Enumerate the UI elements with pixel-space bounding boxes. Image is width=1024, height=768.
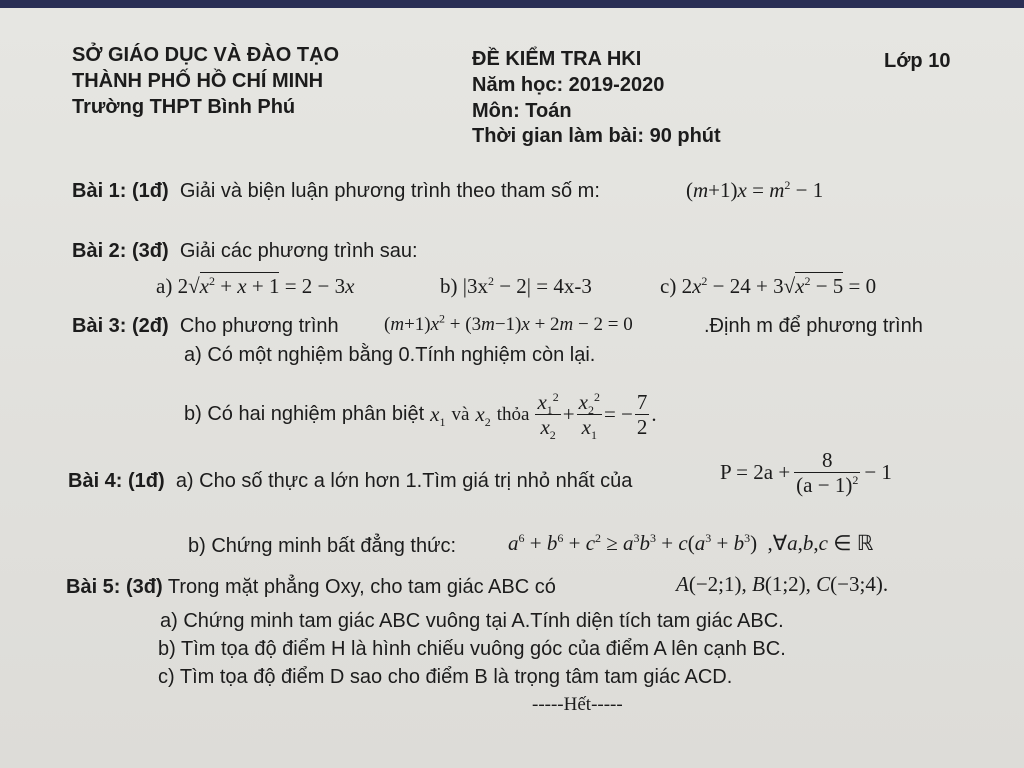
duration: Thời gian làm bài: 90 phút — [472, 125, 721, 147]
problem-5a: a) Chứng minh tam giác ABC vuông tại A.Tính diện tích tam giác ABC. — [160, 610, 784, 632]
problem-5-points: A(−2;1), B(1;2), C(−3;4). — [676, 572, 889, 596]
problem-2b-label: b) — [440, 274, 458, 298]
problem-4b: b) Chứng minh bất đẳng thức: — [188, 535, 457, 557]
problem-1-equation: $(m+1)x = m^2 - 1$ — [686, 178, 824, 202]
background-strip — [0, 0, 1024, 8]
department-name: SỞ GIÁO DỤC VÀ ĐÀO TẠO — [72, 44, 340, 66]
problem-4-label: Bài 4: (1đ) — [68, 470, 165, 492]
problem-2a: a) $2√x^2 + x + 1 = 2 - 3x$ — [156, 274, 355, 298]
problem-3b-condition: $\frac{x_1^2}{x_2}$ + $\frac{x_2^2}{x_1}$ = − $\frac{7}{2}$ . — [537, 390, 657, 443]
city-name: THÀNH PHỐ HỒ CHÍ MINH — [72, 70, 324, 92]
problem-1-text: Giải và biện luận phương trình theo tham số m: — [179, 180, 600, 202]
problem-1-label: Bài 1: (1đ) — [72, 180, 169, 202]
exam-title: ĐỀ KIỂM TRA HKI — [472, 48, 642, 70]
problem-3b: b) Có hai nghiệm phân biệt $x_1$ và $x_2$ thỏa $\frac{x_1^2}{x_2}$ + $\frac{x_2^2}{x_1}$ = − $\frac{7}{2}$ . — [184, 390, 657, 443]
school-year: Năm học: 2019-2020 — [472, 74, 665, 96]
problem-4a: a) Cho số thực a lớn hơn 1.Tìm giá trị nhỏ nhất của — [175, 470, 633, 492]
problem-3 — [72, 315, 339, 338]
problem-2b: b) $|3x^2 - 2| = 4x-3$ — [440, 274, 592, 298]
end-mark: -----Hết----- — [532, 694, 623, 715]
problem-3b-text: b) Có hai nghiệm phân biệt — [184, 403, 425, 426]
problem-5-text: Trong mặt phẳng Oxy, cho tam giác ABC có — [167, 576, 556, 598]
problem-3a: a) Có một nghiệm bằng 0.Tính nghiệm còn lại. — [184, 344, 596, 366]
problem-4a-expression: P = 2a + $\frac{8}{(a - 1)^2}$ − 1 — [720, 448, 892, 498]
problem-2c: c) $2x^2 - 24 + 3√x^2 - 5 = 0$ — [660, 274, 877, 298]
problem-5 — [66, 576, 556, 599]
school-name: Trường THPT Bình Phú — [72, 96, 296, 118]
problem-2c-label: c) — [660, 274, 677, 298]
problem-2-text: Giải các phương trình sau: — [179, 240, 418, 262]
problem-3-text-after: .Định m để phương trình — [704, 315, 923, 337]
grade-label: Lớp 10 — [884, 50, 951, 72]
problem-3b-va: và — [451, 403, 470, 425]
subject: Môn: Toán — [472, 100, 572, 122]
problem-3b-thoa: thỏa — [496, 403, 530, 425]
problem-4b-inequality: $a^6 + b^6 + c^2 \ge a^3b^3 + c(a^3 + b^3)$ ,∀a,b,c ∈ ℝ — [508, 531, 874, 555]
problem-2a-label: a) — [156, 274, 173, 298]
problem-3-label: Bài 3: (2đ) — [72, 315, 169, 337]
problem-2 — [72, 240, 418, 263]
problem-2-label: Bài 2: (3đ) — [72, 240, 169, 262]
problem-4 — [68, 470, 632, 493]
problem-3-equation: $(m+1)x^2 + (3m-1)x + 2m - 2 = 0$ — [384, 311, 633, 335]
problem-3-text: Cho phương trình — [179, 315, 339, 337]
problem-5-label: Bài 5: (3đ) — [66, 576, 163, 598]
problem-1 — [72, 180, 600, 203]
problem-5c: c) Tìm tọa độ điểm D sao cho điểm B là trọng tâm tam giác ACD. — [158, 666, 733, 688]
problem-5b: b) Tìm tọa độ điểm H là hình chiếu vuông góc của điểm A lên cạnh BC. — [158, 638, 786, 660]
